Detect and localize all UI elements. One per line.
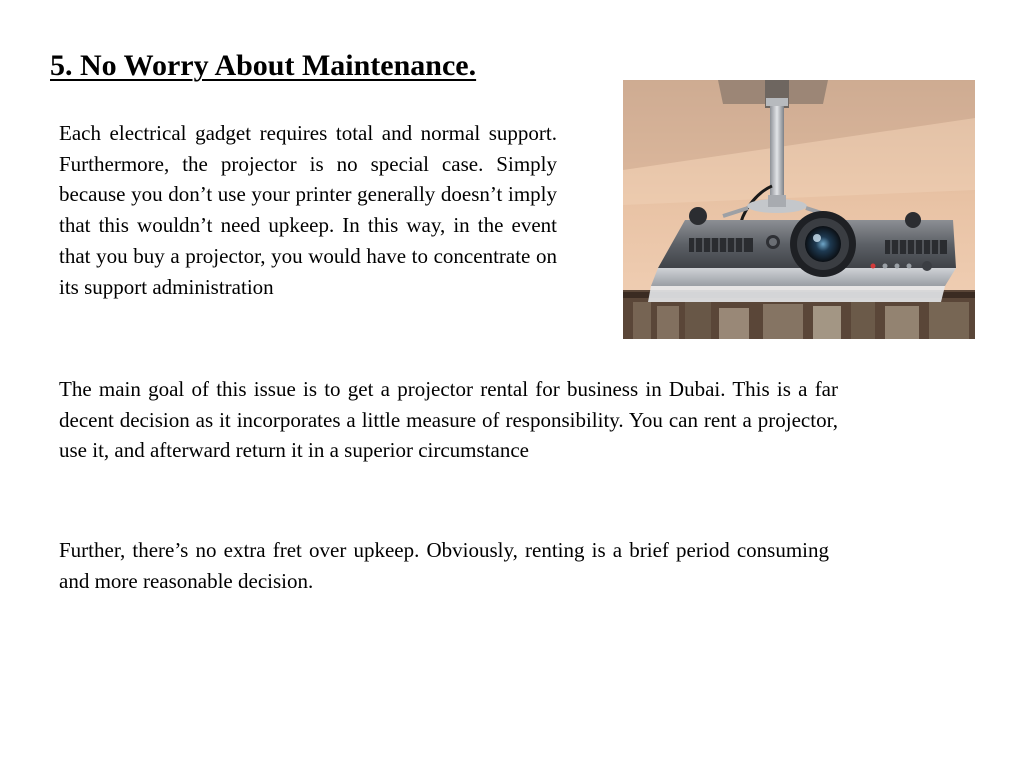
slide-title: 5. No Worry About Maintenance. — [50, 49, 477, 82]
projector-photo — [623, 80, 975, 339]
paragraph-rental: The main goal of this issue is to get a projector rental for business in Dubai. This is a far decent decision as it incorporates a little measure of responsibility. You can rent a projector, use it, and afterward return it in a superior circumstance — [59, 377, 838, 463]
paragraph-maintenance: Each electrical gadget requires total and normal support. Furthermore, the projector is no special case. Simply because you don’t use your printer generally doesn’t imply that this wouldn’t need upkeep. In this way, in the event that you buy a projector, you would have to concentrate on its support administration — [59, 121, 557, 299]
paragraph-conclusion: Further, there’s no extra fret over upkeep. Obviously, renting is a brief period consuming and more reasonable decision. — [59, 538, 829, 593]
